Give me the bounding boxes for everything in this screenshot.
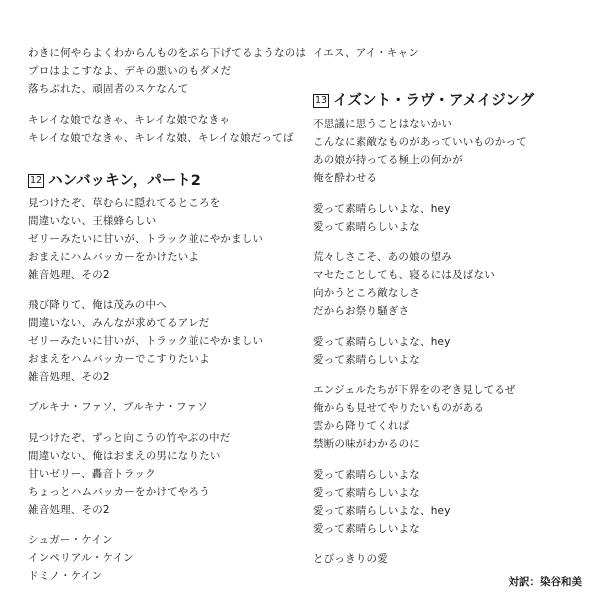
- lyric-line: ゼリーみたいに甘いが、トラック並にやかましい: [28, 233, 264, 245]
- lyric-line: 愛って素晴らしいよな: [313, 487, 420, 499]
- lyric-line: 俺からも見せてやりたいものがある: [313, 402, 485, 414]
- track-number-box: 13: [315, 95, 328, 106]
- lyric-line: ゼリーみたいに甘いが、トラック並にやかましい: [28, 335, 264, 347]
- lyric-line: エンジェルたちが下界をのぞき見してるぜ: [313, 384, 516, 396]
- track-number-box: 12: [30, 175, 43, 186]
- lyric-line: わきに何やらよくわからんものをぶら下げてるようなのは: [28, 47, 307, 59]
- lyric-line: シュガー・ケイン: [28, 534, 113, 546]
- lyric-line: 雲から降りてくれば: [313, 420, 410, 432]
- lyric-line: キレイな娘でなきゃ、キレイな娘でなきゃ: [28, 114, 231, 126]
- translator-credit: 対訳：染谷和美: [508, 576, 582, 588]
- lyric-line: キレイな娘でなきゃ、キレイな娘、キレイな娘だってば: [28, 132, 294, 144]
- lyric-line: プロはよこすなよ、デキの悪いのもダメだ: [28, 65, 232, 77]
- lyric-line: 雑音処理、その2: [28, 371, 110, 383]
- lyric-line: 雑音処理、その2: [28, 269, 110, 281]
- lyric-line: 間違いない、みんなが求めてるアレだ: [28, 317, 210, 329]
- lyric-line: ちょっとハムバッカーをかけてやろう: [28, 486, 210, 498]
- lyric-line: 落ちぶれた、頑固者のスケなんて: [28, 83, 189, 95]
- lyric-line: 愛って素晴らしいよな、hey: [313, 505, 451, 517]
- track-13-heading: [313, 92, 534, 110]
- lyric-line: 愛って素晴らしいよな: [313, 523, 420, 535]
- lyric-line: 禁断の味がわかるのに: [313, 438, 420, 450]
- lyric-line: 荒々しさこそ、あの娘の望み: [313, 251, 452, 263]
- lyric-line: おまえにハムバッカーをかけたいよ: [28, 251, 200, 263]
- lyric-line: 愛って素晴らしいよな: [313, 221, 420, 233]
- lyric-line: 俺を酔わせる: [313, 172, 378, 184]
- lyric-line: 飛び降りて、俺は茂みの中へ: [28, 299, 167, 311]
- lyric-line: 甘いゼリー、轟音トラック: [28, 468, 156, 480]
- lyric-line: とびっきりの愛: [313, 553, 388, 565]
- lyric-line: だからお祭り騒ぎさ: [313, 305, 410, 317]
- track-title: イズント・ラヴ・アメイジング: [333, 93, 535, 109]
- lyric-line: インペリアル・ケイン: [28, 552, 134, 564]
- lyric-line: 愛って素晴らしいよな: [313, 354, 420, 366]
- lyric-line: 愛って素晴らしいよな、hey: [313, 336, 451, 348]
- lyric-line: 見つけたぞ、ずっと向こうの竹やぶの中だ: [28, 432, 231, 444]
- lyric-line: 向かうところ敵なしさ: [313, 287, 420, 299]
- lyric-line: 見つけたぞ、草むらに隠れてるところを: [28, 197, 221, 209]
- lyric-line: イエス、アイ・キャン: [313, 47, 419, 59]
- lyric-line: ブルキナ・ファソ、ブルキナ・ファソ: [28, 401, 208, 413]
- lyric-line: おまえをハムバッカーでこすりたいよ: [28, 353, 210, 365]
- lyric-line: あの娘が持ってる極上の何かが: [313, 154, 463, 166]
- lyric-line: 間違いない、俺はおまえの男になりたい: [28, 450, 221, 462]
- lyric-line: 不思議に思うことはないかい: [313, 118, 453, 130]
- lyric-line: マセたことしても、寝るには及ばない: [313, 269, 495, 281]
- lyric-line: 愛って素晴らしいよな、hey: [313, 203, 451, 215]
- lyric-line: 間違いない、王様蜂らしい: [28, 215, 157, 227]
- lyric-line: こんなに素敵なものがあっていいものかって: [313, 136, 527, 148]
- lyric-line: 雑音処理、その2: [28, 504, 110, 516]
- track-12-heading: [28, 172, 201, 190]
- track-title: ハンバッキン，パート2: [48, 173, 201, 189]
- lyric-line: ドミノ・ケイン: [28, 570, 103, 582]
- lyric-line: 愛って素晴らしいよな: [313, 469, 420, 481]
